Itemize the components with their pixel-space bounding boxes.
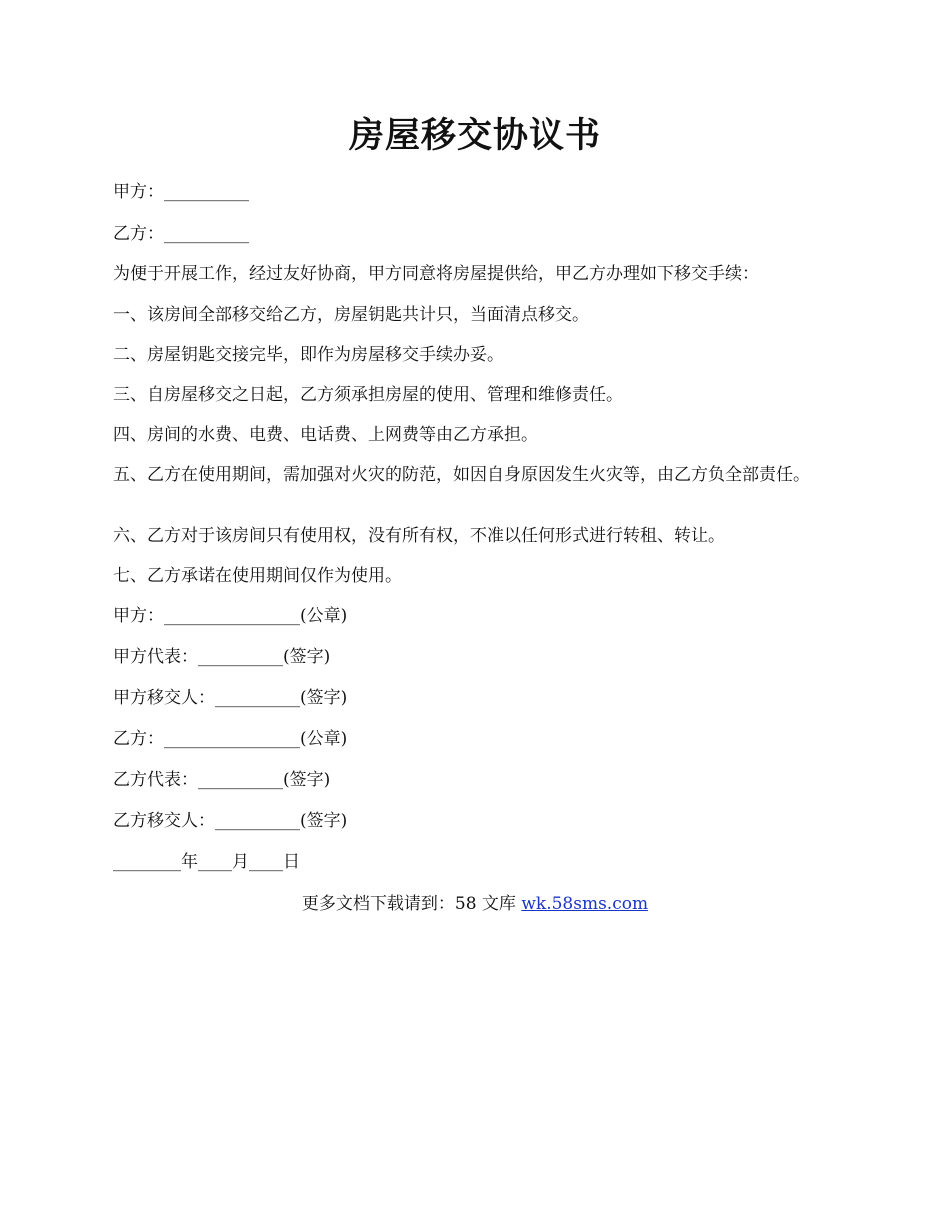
party-b-transferor-line: 乙方移交人：__________(签字) (113, 811, 348, 831)
party-a-line: 甲方：__________ (113, 182, 249, 202)
clause-6: 六、乙方对于该房间只有使用权，没有所有权，不准以任何形式进行转租、转让。 (113, 526, 725, 546)
clause-1: 一、该房间全部移交给乙方，房屋钥匙共计只，当面清点移交。 (113, 305, 589, 325)
clause-3: 三、自房屋移交之日起，乙方须承担房屋的使用、管理和维修责任。 (113, 385, 623, 405)
clause-2: 二、房屋钥匙交接完毕，即作为房屋移交手续办妥。 (113, 345, 504, 365)
party-a-representative-line: 甲方代表：__________(签字) (113, 647, 331, 667)
party-b-seal-line: 乙方：________________(公章) (113, 729, 348, 749)
clause-7: 七、乙方承诺在使用期间仅作为使用。 (113, 566, 402, 586)
party-b-line: 乙方：__________ (113, 224, 249, 244)
clause-4: 四、房间的水费、电费、电话费、上网费等由乙方承担。 (113, 425, 538, 445)
party-a-transferor-line: 甲方移交人：__________(签字) (113, 688, 348, 708)
clause-5: 五、乙方在使用期间，需加强对火灾的防范，如因自身原因发生火灾等，由乙方负全部责任。 (113, 465, 810, 485)
document-title: 房屋移交协议书 (348, 115, 601, 156)
footer-text: 更多文档下载请到：58 文库 (301, 894, 522, 914)
intro-paragraph: 为便于开展工作，经过友好协商，甲方同意将房屋提供给，甲乙方办理如下移交手续： (113, 264, 759, 284)
date-line: ________年____月____日 (113, 852, 300, 872)
party-a-seal-line: 甲方：________________(公章) (113, 606, 348, 626)
download-footer (0, 893, 950, 915)
footer-link[interactable]: wk.58sms.com (521, 894, 649, 914)
party-b-representative-line: 乙方代表：__________(签字) (113, 770, 331, 790)
